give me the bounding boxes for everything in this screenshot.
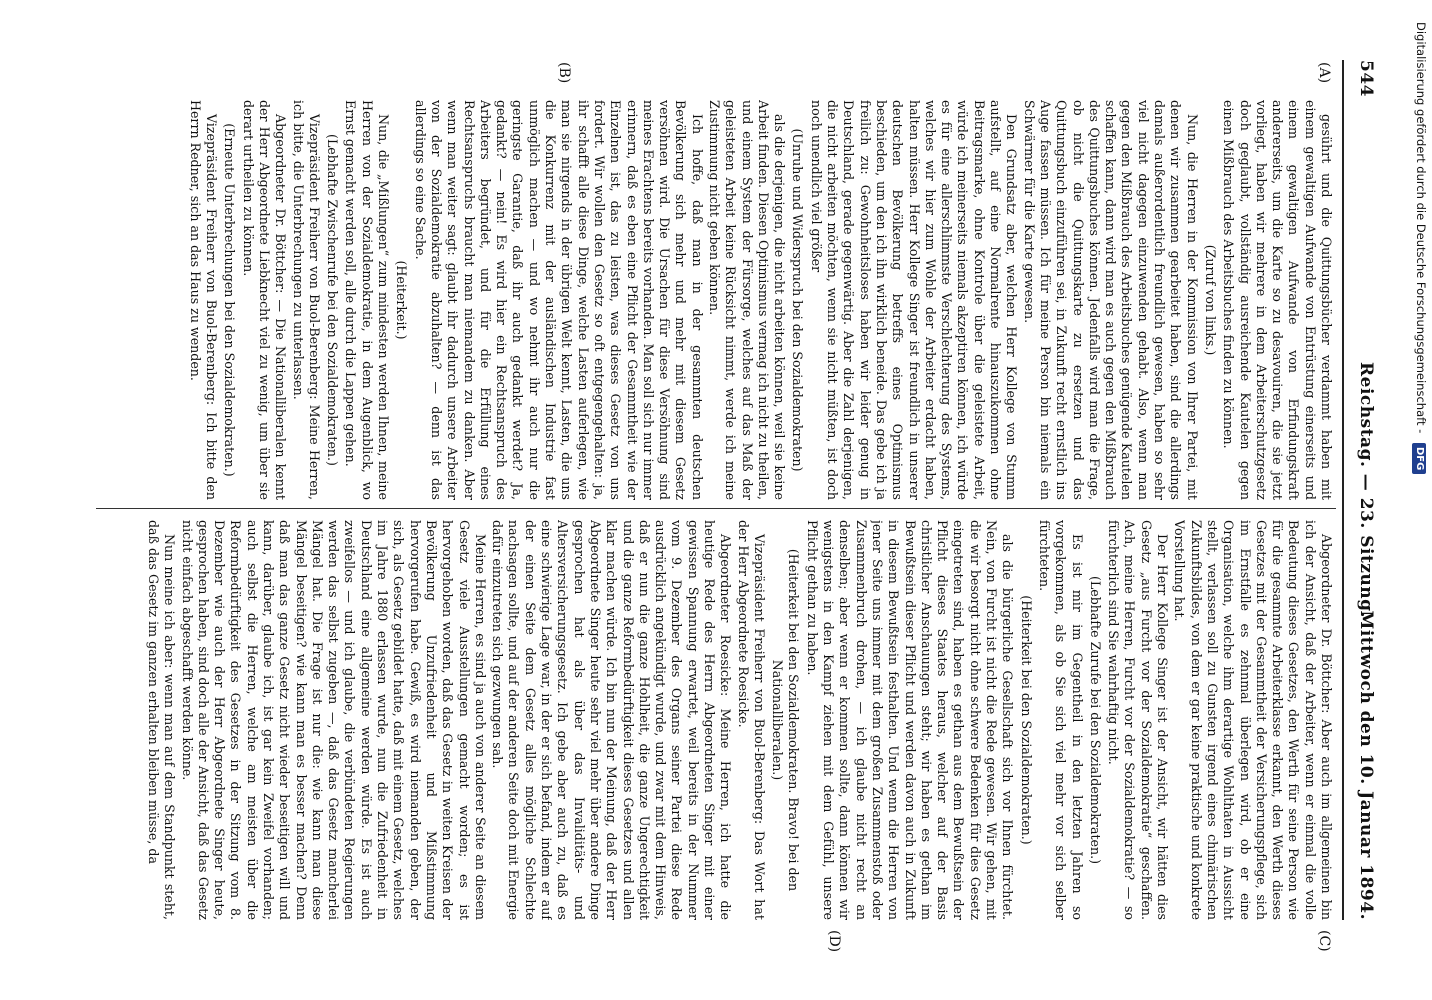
paragraph: gesührt und die Quittungsbücher verdammt haben mit einem gewaltigen Aufwande von Entrüstung einerseits und einem gewaltigen Aufwande von Erfindungskraft andererseits, um die Karte so zu desavouiren, die sie jetzt vorliegt, haben wir mehrere in dem Arbeiterschutzgesetz doch geglaubt, vollständig ausreichende Kautelen gegen einen Mißbrauch des Arbeitsbuches finden zu können. — [1221, 100, 1334, 500]
parenthetical-remark: (Erneute Unterbrechungen bei den Sozialdemokraten.) — [222, 123, 238, 477]
right-text-column — [104, 520, 1334, 920]
parenthetical-remark: (Zuruf von links.) — [1202, 244, 1218, 356]
paragraph: Abgeordneter Dr. Böttcher: — Die Nationalliberalen kennt der Herr Abgeordnete Liebknecht viel zu wenig, um über sie derart urtheilen zu können. — [240, 100, 289, 500]
parenthetical-remark: (Heiterkeit bei den Sozialdemokraten. Bravo! bei den Nationalliberalen.) — [770, 548, 802, 892]
paragraph: Vizepräsident Freiherr von Buol-Berenberg: Ich bitte den Herrn Redner, sich an das Haus zu wenden. — [187, 100, 220, 500]
dfg-logo: DFG — [1412, 443, 1426, 474]
paragraph: Vizepräsident Freiherr von Buol-Berenberg: Das Wort hat der Herr Abgeordnete Roesicke. — [735, 520, 767, 920]
paragraph: Ich hoffe, daß man in der gesammten deutschen Bevölkerung sich mehr und mehr mit diesem Gesetz versöhnen wird. Die Ursachen für diese Versöhnung sind meines Erachtens bereits vorhanden. Man soll sich nur immer erinnern, daß es eben eine Pflicht der Gesammtheit wie der Einzelnen ist, das zu leisten, was dieses Gesetz von uns fordert. Wir wollen den Gesetz so oft entgegengehalten: ja, ihr schafft alle diese Dinge, welche Lasten auferlegen, wie man sie nirgends in der übrigen Welt kennt, Lasten, die uns die Konkurrenz mit der ausländischen Industrie fast unmöglich machen — und wo nehmt ihr auch nur die geringste Garantie, daß ihr auch gedankt werdet? Ja, gedankt? — nein! Es wird hier ein Rechtsanspruch des Arbeiters begründet, und für die Erfüllung eines Rechtsanspruchs braucht man niemandem zu danken. Aber wenn man weiter sagt: glaubt ihr dadurch unsere Arbeiter von der Sozialdemokratie abzuhalten? — denn ist das allerdings so eine Sache. — [412, 100, 705, 500]
paragraph: Meine Herren, es sind ja auch von anderer Seite an diesem Gesetz viele Ausstellungen gemacht worden; es ist hervorgehoben worden, daß das Gesetz in weiten Kreisen der Bevölkerung Unzufriedenheit und Mißstimmung hervorgerufen habe. Gewiß, es wird niemanden geben, der sich, als Gesetz gebildet hatte, daß mit einem Gesetz, welches im Jahre 1880 erlassen wurde, nun die Zufriedenheit in Deutschland eine allgemeine werden würde. Es ist auch zweifellos — und ich glaube, die verbündeten Regierungen werden das selbst zugeben —, daß das Gesetz mancherlei Mängel hat. Die Frage ist nur die: wie kann man diese Mängel beseitigen? wie kann man es besser machen? Denn daß man das ganze Gesetz nicht wieder beseitigen will und kann, darüber, glaube ich, ist gar kein Zweifel vorhanden; auch selbst die Herren, welche am meisten über die Reformbedürftigkeit des Gesetzes in der Sitzung vom 8. Dezember wie auch der Herr Abgeordnete Singer heute, gesprochen haben, sind doch alle der Ansicht, daß das Gesetz nicht einfach abgeschafft werden könne. — [179, 520, 488, 920]
paragraph: als die derjenigen, die nicht arbeiten können, weil sie keine Arbeit finden. Diesen Optimismus vermag ich nicht zu theilen, und einem System der Fürsorge, welches auf das Maß der geleisteten Arbeit keine Rücksicht nimmt, werde ich meine Zustimmung nicht geben können. — [707, 100, 788, 500]
session-date: Mittwoch den 10. Januar 1894. — [1356, 610, 1376, 920]
parenthetical-remark: (Heiterkeit.) — [394, 260, 410, 340]
column-divider — [96, 508, 1336, 509]
digitization-notice: Digitalisierung gefördert durch die Deutsche Forschungsgemeinschaft - — [1414, 22, 1428, 434]
session-title: Reichstag. — 23. Sitzung. — [1356, 362, 1376, 618]
parenthetical-remark: (Unruhe und Widerspruch bei den Sozialdemokraten) — [790, 128, 806, 472]
parenthetical-remark: (Lebhafte Zurufe bei den Sozialdemokraten.) — [1087, 575, 1103, 865]
margin-marker-d: (D) — [826, 930, 842, 953]
margin-marker-c: (C) — [1316, 930, 1332, 952]
page-header — [1344, 60, 1374, 920]
paragraph: Abgeordneter Dr. Böttcher: Aber auch im allgemeinen bin ich der Ansicht, daß der Arbeiter, wenn er einmal die volle Bedeutung dieses Gesetzes, den Werth für seine Person wie für die gesammte Arbeiterklasse erkannt, den Werth dieses Gesetzes mit der Gesammtheit der Versicherungspflege, sich im Ernstfalle es zehnmal überlegen wird, ob er eine Organisation, welche ihm derartige Wohlthaten in Aussicht stellt, verlassen soll zu Gunsten irgend eines chimärischen Zukunftsbildes, von dem er gar keine praktische und konkrete Vorstellung hat. — [1172, 520, 1334, 920]
margin-marker-b: (B) — [556, 62, 572, 84]
paragraph: Der Herr Kollege Singer ist der Ansicht, wir hätten dies Gesetz „aus Furcht vor der Sozialdemokratie“ geschaffen. Ach, meine Herren, Furcht vor der Sozialdemokratie? — so fürchterlich sind Sie wahrhaftig nicht. — [1106, 520, 1171, 920]
page-number: 544 — [1356, 60, 1376, 97]
paragraph: Es ist mir im Gegentheil in den letzten Jahren so vorgekommen, als ob Sie sich viel mehr vor sich selber fürchteten. — [1036, 520, 1085, 920]
paragraph: Nun, die Herren in der Kommission von Ihrer Partei, mit denen wir zusammen gearbeitet haben, sind die allerdings damals außerordentlich freundlich gewesen, haben so sehr viel nicht dagegen einzuwenden gehabt. Also, wenn man gegen den Mißbrauch des Arbeitsbuches genügende Kautelen schaffen kann, dann wird man es auch gegen den Mißbrauch des Quittungsbuches können. Jedenfalls wird man die Frage, ob nicht die Quittungskarte zu ersetzen und das Quittungsbuch einzuführen sei, in Zukunft recht ernstlich ins Auge fassen müssen. Ich für meine Person bin niemals ein Schwärmer für die Karte gewesen. — [1021, 100, 1200, 500]
paragraph: Nun meine ich aber: wenn man auf dem Standpunkt steht, daß das Gesetz im ganzen erhalten bleiben müsse, da — [145, 520, 178, 920]
paragraph: Abgeordneter Roesicke: Meine Herren, ich hatte die heutige Rede des Herrn Abgeordneten Singer mit einer gewissen Spannung erwartet, weil bereits in der Nummer vom 9. Dezember des Organs seiner Partei diese Rede ausdrücklich angekündigt wurde, und zwar mit dem Hinweis, daß er nun die ganze Hohlheit, die ganze Ungerechtigkeit und die ganze Reformbedürftigkeit dieses Gesetzes und allen klar machen würde. Ich bin nun der Meinung, daß der Herr Abgeordnete Singer heute sehr viel mehr über andere Dinge gesprochen hat als über das Invaliditäts- und Altersversicherungsgesetz. Ich gebe aber auch zu, daß es eine schwierige Lage war, in der er sich befand, indem er auf der einen Seite dem Gesetz alles mögliche Schlechte nachsagen sollte, und auf der anderen Seite doch mit Energie dafür einzutreten sich gezwungen sah. — [490, 520, 734, 920]
paragraph: Nun, die „Mißlungen“ zum mindesten werden Ihnen, meine Herren von der Sozialdemokratie, in dem Augenblick, wo Ernst gemacht werden soll, alle durch die Lappen gehen. — [343, 100, 392, 500]
parenthetical-remark: (Lebhafte Zwischenrufe bei den Sozialdemokraten.) — [325, 134, 341, 466]
parenthetical-remark: (Heiterkeit bei den Sozialdemokraten.) — [1018, 595, 1034, 845]
paragraph: als die bürgerliche Gesellschaft sich vor Ihnen fürchtet. Nein, von Furcht ist nicht die Rede gewesen. Wir gehen, mit die wir besorgt nicht ohne schwere Bedenken für dies Gesetz eingetreten sind, haben es gethan aus dem Bewußtsein der Pflicht dieses Staates heraus, welcher auf der Basis christlicher Anschauungen steht; wir haben es gethan im Bewußtsein dieser Pflicht und werden davon auch in Zukunft in diesem Bewußtsein festhalten. Und wenn die Herren von jener Seite uns immer mit dem großen Zusammenstoß oder Zusammenbruch drohen, — ich glaube nicht recht an denselben; aber wenn er kommen sollte, dann können wir wenigstens in den Kampf ziehen mit dem Gefühl, unsere Pflicht gethan zu haben. — [804, 520, 1016, 920]
paragraph: Den Grundsatz aber, welchen Herr Kollege von Stumm aufstellt, auf eine Normalrente hinauszukommen ohne Beitragsmarke, ohne Kontrole über die geleistete Arbeit, würde ich meinerseits niemals akzeptiren können, ich würde es für eine allerschlimmste Verschlechterung des Systems, welches wir hier zum Wohle der Arbeiter erdacht haben, halten müssen. Herr Kollege Singer ist freundlich in unserer deutschen Bevölkerung betreffs eines Optimismus beschieden, um den ich ihn wirklich beneide. Das gebe ich ja freilich zu: Gewohnheitsloses haben wir leider genug in Deutschland, gerade gegenwärtig. Aber die Zahl derjenigen, die nicht arbeiten möchten, wenn sie nicht müßten, ist doch noch unendlich viel größer — [808, 100, 1020, 500]
margin-marker-a: (A) — [1316, 62, 1332, 84]
paragraph: Vizepräsident Freiherr von Buol-Berenberg: Meine Herren, ich bitte, die Unterbrechungen zu unterlassen. — [290, 100, 322, 500]
header-rule — [1342, 60, 1344, 920]
digitization-sidebar — [1409, 0, 1432, 1000]
left-text-column — [104, 100, 1334, 500]
